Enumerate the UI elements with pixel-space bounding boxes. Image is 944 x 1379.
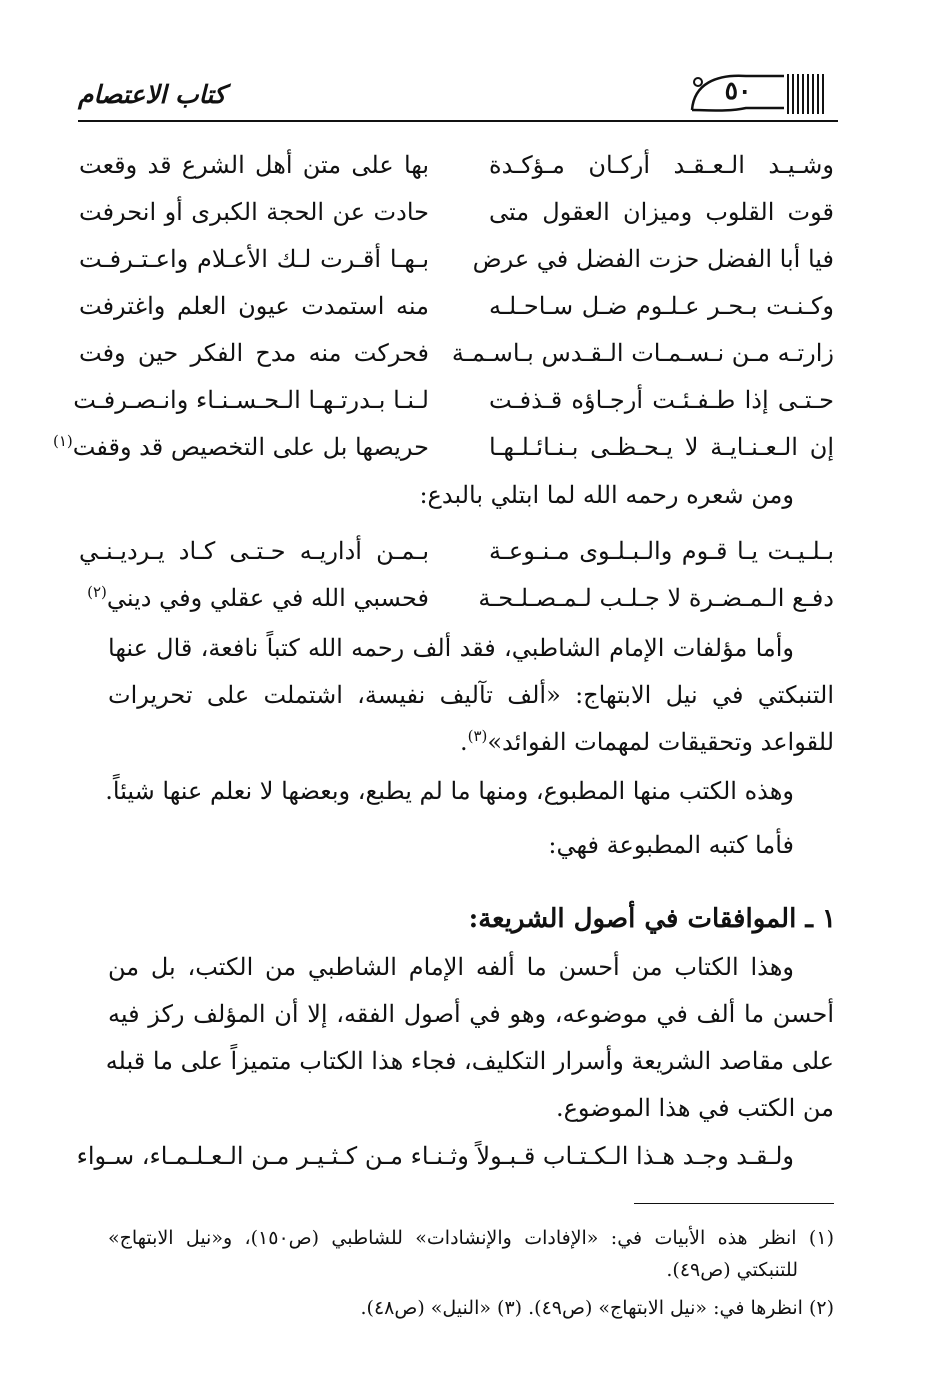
paragraph-printed-intro: فأما كتبه المطبوعة فهي: xyxy=(548,831,794,859)
poem-verse-right: إن الـعـنـايـة لا يـحـظـى بـنـائـلـهـا xyxy=(489,433,834,461)
paragraph-works xyxy=(108,625,834,766)
footnote-marker: (٣) xyxy=(467,727,488,745)
intro-line: ومن شعره رحمه الله لما ابتلي بالبدع: xyxy=(419,481,794,509)
page-header xyxy=(78,64,838,122)
verse-text: فحسبي الله في عقلي وفي ديني xyxy=(106,584,429,612)
poem-verse-left: بـهـا أقـرت لـك الأعـلام واعـتـرفـت xyxy=(79,245,429,273)
text-line: على مقاصد الشريعة وأسرار التكليف، فجاء هذا الكتاب متميزاً على ما قبله xyxy=(105,1047,834,1075)
text-line: وأما مؤلفات الإمام الشاطبي، فقد ألف رحمه الله كتباً نافعة، قال عنها xyxy=(108,634,794,662)
poem-verse-left: لـنـا بـدرتـهـا الـحـسـنـاء وانـصـرفـت xyxy=(73,386,429,414)
paragraph-printed-status: وهذه الكتب منها المطبوع، ومنها ما لم يطبع، وبعضها لا نعلم عنها شيئاً. xyxy=(105,777,794,805)
text-line: ولـقـد وجـد هـذا الـكـتـاب قـبـولاً وثـنـاء مـن كـثـيـر مـن الـعـلـمـاء، سـواء xyxy=(76,1142,794,1170)
text-line xyxy=(108,719,834,766)
poem-verse-right: قوت القلوب وميزان العقول متى xyxy=(489,198,834,226)
header-rule xyxy=(78,120,838,122)
text-line: التنبكتي في نيل الابتهاج: «ألف تآليف نفيسة، اشتملت على تحريرات xyxy=(108,681,834,709)
line-end: . xyxy=(459,728,468,756)
paragraph-reception xyxy=(76,1133,834,1180)
footnote-rule xyxy=(634,1203,834,1204)
text-line: من الكتب في هذا الموضوع. xyxy=(555,1094,834,1122)
poem-verse-left xyxy=(79,575,429,622)
footnotes xyxy=(108,1222,834,1324)
page-number: ٥٠ xyxy=(724,76,752,105)
text-line: وهذا الكتاب من أحسن ما ألفه الإمام الشاطبي من الكتب، بل من xyxy=(108,953,794,981)
poem-verse-left xyxy=(52,424,429,471)
line-text: للقواعد وتحقيقات لمهمات الفوائد» xyxy=(487,728,834,756)
poem-verse-right: فيا أبا الفضل حزت الفضل في عرض xyxy=(472,245,834,273)
poem-verse-right: بـلـيـت يـا قـوم والـبـلـوى مـنـوعـة xyxy=(489,537,834,565)
poem-verse-left: بـمـن أداريـه حـتـى كـاد يـرديـنـي xyxy=(79,537,429,565)
text-line: أحسن ما ألف في موضوعه، وهو في أصول الفقه، إلا أن المؤلف ركز فيه xyxy=(108,1000,834,1028)
poem-verse-right: وشـيـد الـعـقـد أركـان مـؤكـدة xyxy=(489,151,834,179)
poem-verse-right: زارتـه مـن نـسـمـات الـقـدس بـاسـمـة xyxy=(451,339,834,367)
footnote-marker: (١) xyxy=(52,432,73,450)
footnote-line: (٢) انظرها في: «نيل الابتهاج» (ص٤٩). (٣) «النيل» (ص٤٨). xyxy=(360,1297,834,1319)
footnote-line: للتنبكتي (ص٤٩). xyxy=(666,1259,798,1281)
poem-verse-left: بها على متن أهل الشرع قد وقعت xyxy=(79,151,429,179)
poem-verse-right: دفـع الـمـضـرة لا جـلـب لـمـصـلـحـة xyxy=(478,584,834,612)
poem-verse-left: حادت عن الحجة الكبرى أو انحرفت xyxy=(79,198,429,226)
poem-verse-right: حـتـى إذا طـفـئـت أرجـاؤه قـذفـت xyxy=(489,386,834,414)
poem-verse-left: فحركت منه مدح الفكر حين وفت xyxy=(79,339,429,367)
running-title: كتاب الاعتصام xyxy=(78,80,226,109)
footnote-marker: (٢) xyxy=(87,583,107,601)
paragraph-muwafaqat xyxy=(105,944,834,1132)
poem-verse-left: منه استمدت عيون العلم واغترفت xyxy=(79,292,429,320)
poem-verse-right: وكـنـت بـحـر عـلـوم ضـل سـاحـلـه xyxy=(489,292,834,320)
section-heading: ١ ـ الموافقات في أصول الشريعة: xyxy=(468,904,836,934)
verse-text: حريصها بل على التخصيص قد وقفت xyxy=(72,433,429,461)
footnote-line: (١) انظر هذه الأبيات في: «الإفادات والإنشادات» للشاطبي (ص١٥٠)، و«نيل الابتهاج» xyxy=(108,1227,834,1249)
